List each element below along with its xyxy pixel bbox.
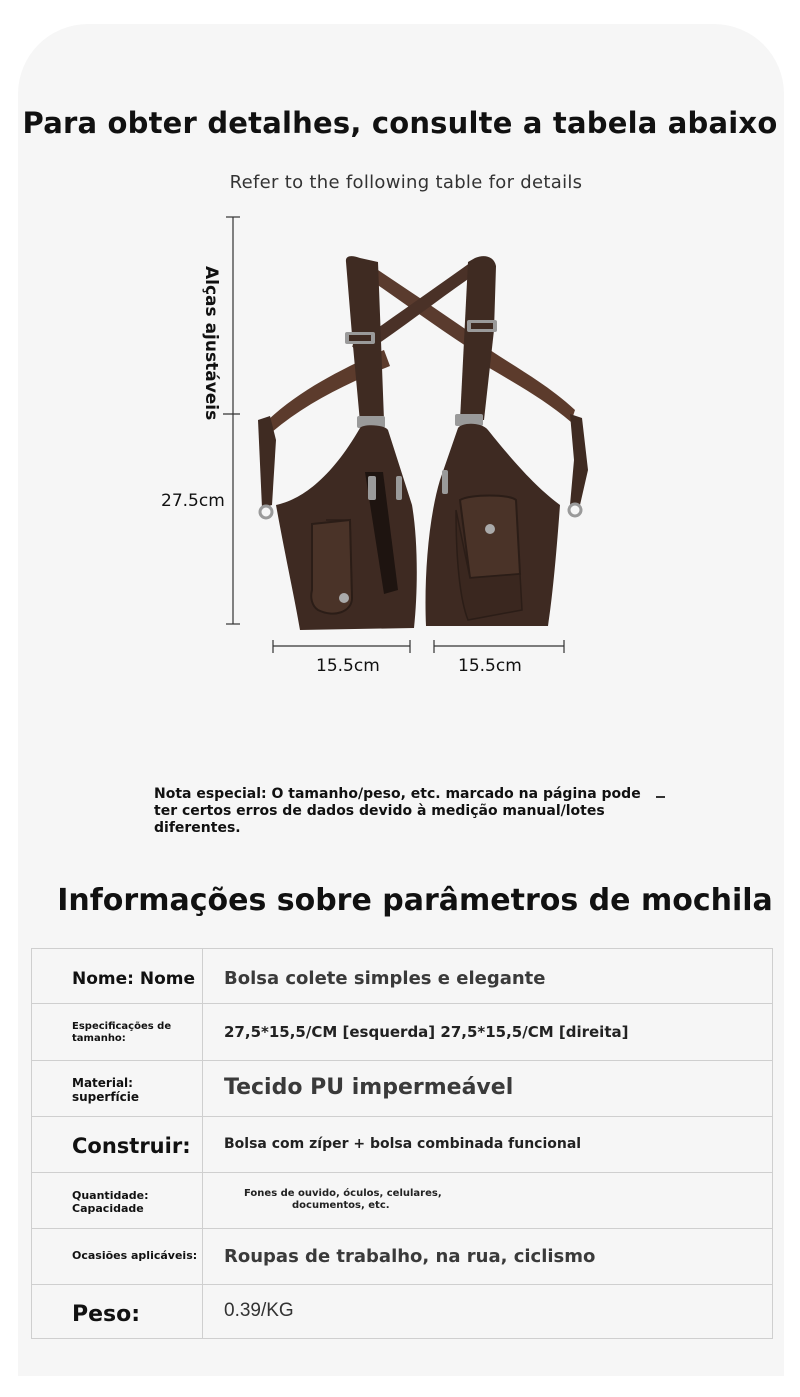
height-dimension-line <box>223 217 240 624</box>
row-value: Bolsa com zíper + bolsa combinada funcional <box>224 1136 582 1152</box>
row-label: Especificações de <box>72 1021 172 1032</box>
table-row <box>32 1003 772 1060</box>
table-row <box>32 1172 772 1228</box>
table-row <box>32 1116 772 1172</box>
table-row <box>32 1284 772 1338</box>
adjustable-straps-label: Alças ajustáveis <box>201 266 221 421</box>
row-label: Construir: <box>72 1134 191 1158</box>
right-width-label: 15.5cm <box>458 656 522 676</box>
page-title: Para obter detalhes, consulte a tabela abaixo <box>22 106 778 140</box>
row-label-2: tamanho: <box>72 1033 126 1044</box>
row-label: Material: <box>72 1076 133 1090</box>
table-row <box>32 949 772 1003</box>
table-row <box>32 1228 772 1284</box>
width-dimension-lines <box>273 640 564 653</box>
row-label: Peso: <box>72 1302 141 1327</box>
row-value-2: documentos, etc. <box>292 1200 390 1211</box>
row-label: Quantidade: <box>72 1189 149 1202</box>
row-value: Fones de ouvido, óculos, celulares, <box>244 1188 442 1199</box>
note-dash <box>656 796 665 798</box>
row-value: 0.39/KG <box>224 1300 294 1321</box>
vest-bag-illustration <box>258 256 588 630</box>
table-row <box>32 1060 772 1116</box>
params-table <box>31 948 773 1339</box>
height-label: 27.5cm <box>161 491 225 511</box>
row-value: 27,5*15,5/CM [esquerda] 27,5*15,5/CM [direita] <box>224 1023 629 1041</box>
row-value: Tecido PU impermeável <box>224 1075 514 1100</box>
special-note: Nota especial: O tamanho/peso, etc. marcado na página pode ter certos erros de dados devido à medição manual/lotes diferentes. <box>154 786 641 836</box>
row-label-2: Capacidade <box>72 1202 144 1215</box>
row-value: Bolsa colete simples e elegante <box>224 968 546 989</box>
row-label-2: superfície <box>72 1090 140 1104</box>
row-value: Roupas de trabalho, na rua, ciclismo <box>224 1246 596 1267</box>
params-title: Informações sobre parâmetros de mochila <box>57 883 773 918</box>
left-width-label: 15.5cm <box>316 656 380 676</box>
page-subtitle: Refer to the following table for details <box>229 172 583 193</box>
row-label: Ocasiões aplicáveis: <box>72 1249 198 1262</box>
row-label: Nome: Nome <box>72 969 196 989</box>
